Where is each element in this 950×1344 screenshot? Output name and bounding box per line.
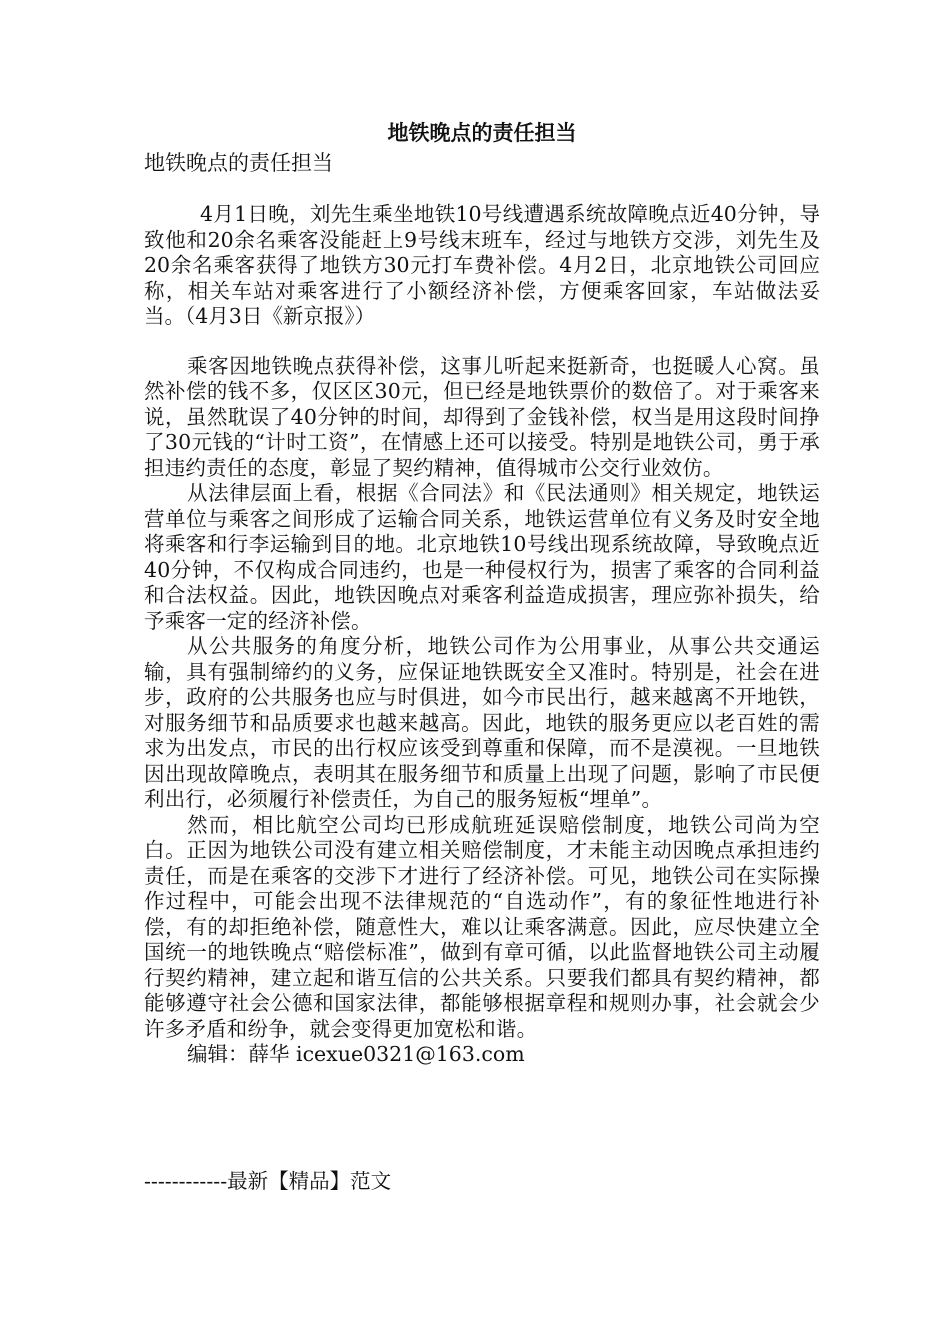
editor-line: 编辑：薛华 icexue0321@163.com <box>187 1042 525 1066</box>
footer-banner: ------------最新【精品】范文 <box>144 1169 392 1193</box>
lead-paragraph: 4月1日晚，刘先生乘坐地铁10号线遭遇系统故障晚点近40分钟，导致他和20余名乘客没能赶上9号线末班车，经过与地铁方交涉，刘先生及20余名乘客获得了地铁方30元打车费补偿。4月2日，北京地铁公司回应称，相关车站对乘客进行了小额经济补偿，方便乘客回家，车站做法妥当。（4月3日《新京报》） <box>144 202 820 328</box>
body-paragraph: 从公共服务的角度分析，地铁公司作为公用事业，从事公共交通运输，具有强制缔约的义务，应保证地铁既安全又准时。特别是，社会在进步，政府的公共服务也应与时俱进，如今市民出行，越来越离不开地铁，对服务细节和品质要求也越来越高。因此，地铁的服务更应以老百姓的需求为出发点，市民的出行权应该受到尊重和保障，而不是漠视。一旦地铁因出现故障晚点，表明其在服务细节和质量上出现了问题，影响了市民便利出行，必须履行补偿责任，为自己的服务短板“埋单”。 <box>144 634 820 811</box>
document-subtitle: 地铁晚点的责任担当 <box>144 151 333 175</box>
body-paragraph: 乘客因地铁晚点获得补偿，这事儿听起来挺新奇，也挺暖人心窝。虽然补偿的钱不多，仅区区30元，但已经是地铁票价的数倍了。对于乘客来说，虽然耽误了40分钟的时间，却得到了金钱补偿，权当是用这段时间挣了30元钱的“计时工资”，在情感上还可以接受。特别是地铁公司，勇于承担违约责任的态度，彰显了契约精神，值得城市公交行业效仿。 <box>144 353 820 480</box>
document-body <box>144 118 820 1068</box>
body-paragraph: 从法律层面上看，根据《合同法》和《民法通则》相关规定，地铁运营单位与乘客之间形成了运输合同关系，地铁运营单位有义务及时安全地将乘客和行李运输到目的地。北京地铁10号线出现系统故障，导致晚点近40分钟，不仅构成合同违约，也是一种侵权行为，损害了乘客的合同利益和合法权益。因此，地铁因晚点对乘客利益造成损害，理应弥补损失，给予乘客一定的经济补偿。 <box>144 481 820 633</box>
spacer <box>144 330 820 354</box>
body-paragraph: 然而，相比航空公司均已形成航班延误赔偿制度，地铁公司尚为空白。正因为地铁公司没有建立相关赔偿制度，才未能主动因晚点承担违约责任，而是在乘客的交涉下才进行了经济补偿。可见，地铁公司在实际操作过程中，可能会出现不法律规范的“自选动作”，有的象征性地进行补偿，有的却拒绝补偿，随意性大，难以让乘客满意。因此，应尽快建立全国统一的地铁晚点“赔偿标准”，做到有章可循，以此监督地铁公司主动履行契约精神，建立起和谐互信的公共关系。只要我们都具有契约精神，都能够遵守社会公德和国家法律，都能够根据章程和规则办事，社会就会少许多矛盾和纷争，就会变得更加宽松和谐。 <box>144 812 820 1041</box>
document-title: 地铁晚点的责任担当 <box>387 120 577 145</box>
spacer <box>144 194 820 202</box>
